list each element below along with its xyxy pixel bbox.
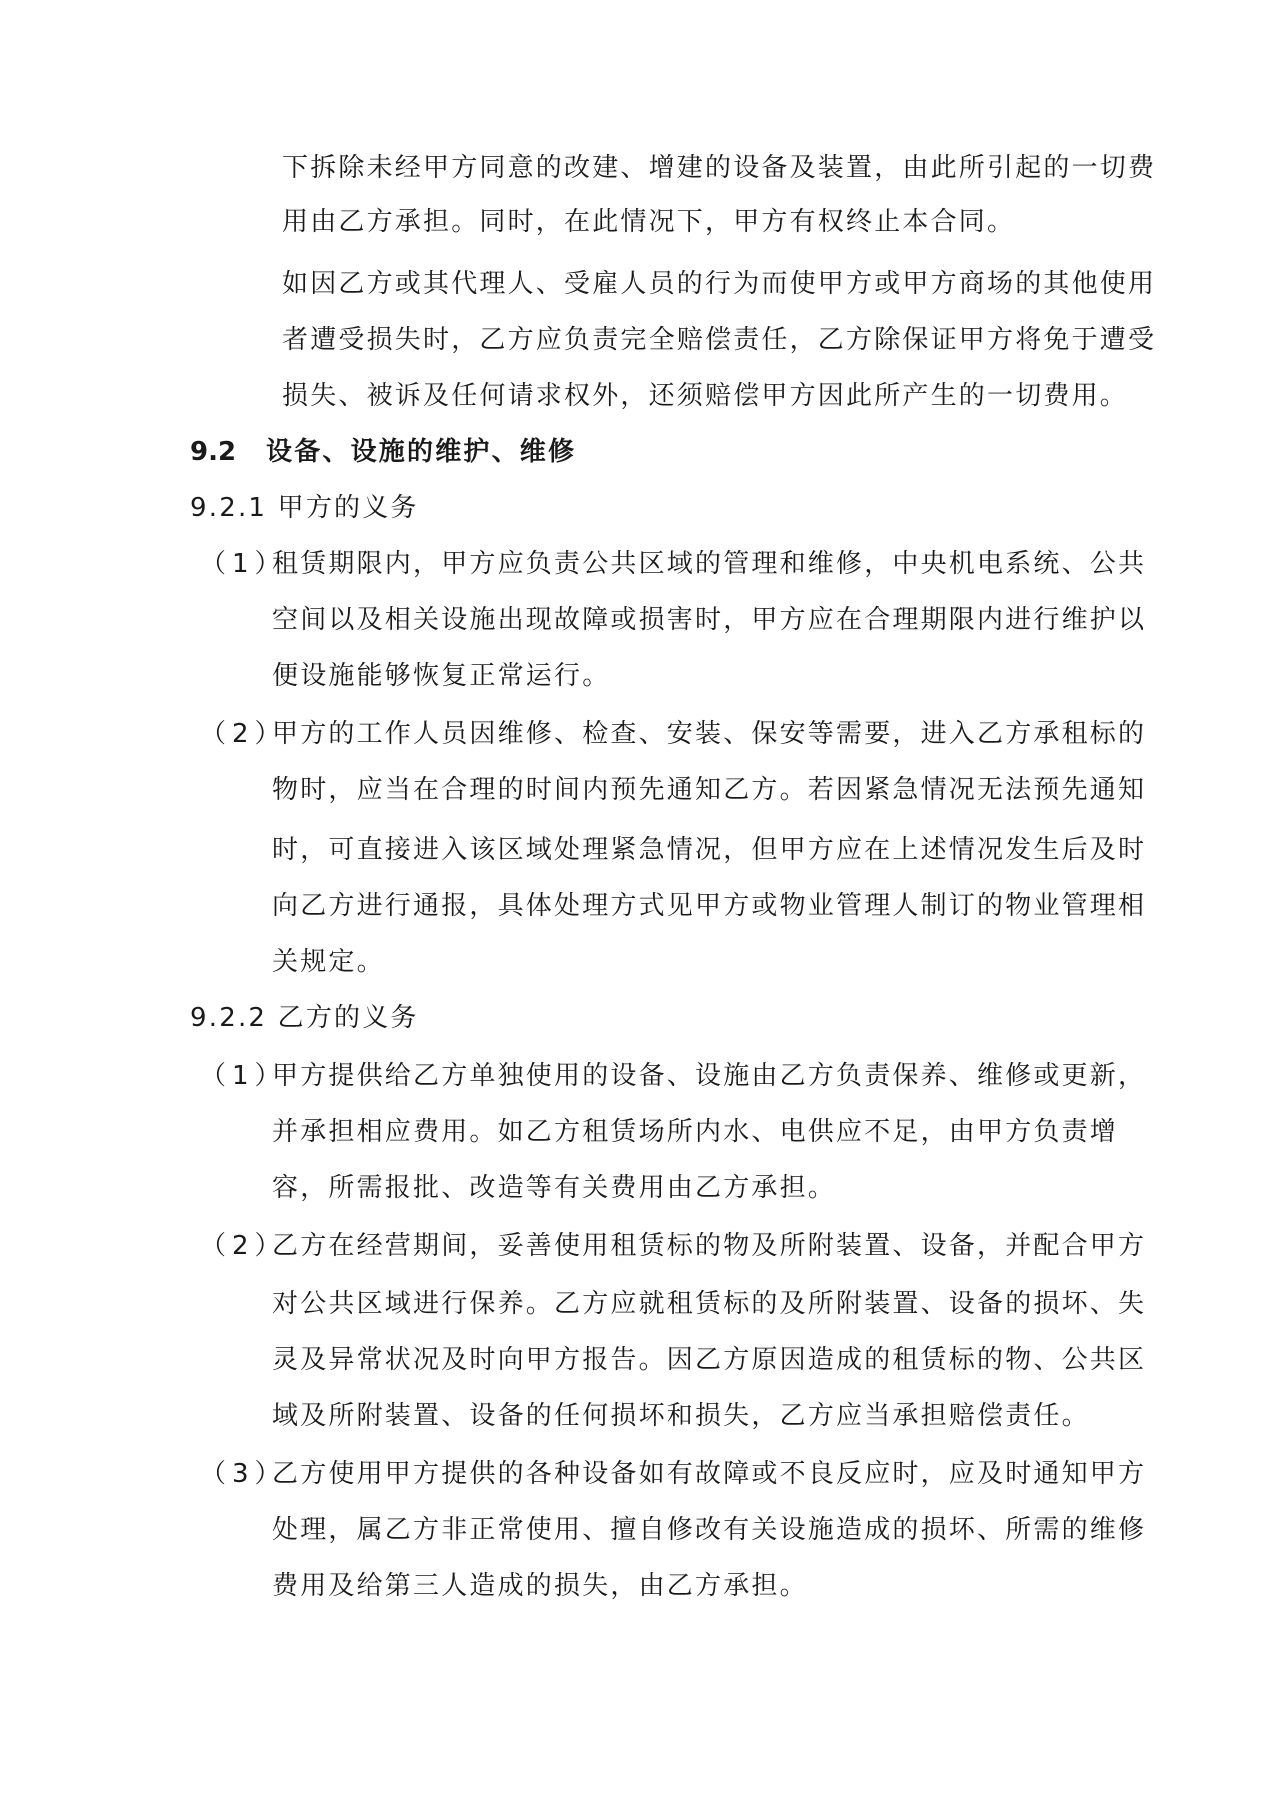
item-line: 域及所附装置、设备的任何损坏和损失，乙方应当承担赔偿责任。 xyxy=(272,1401,1090,1431)
item-line: 乙方在经营期间，妥善使用租赁标的物及所附装置、设备，并配合甲方 xyxy=(272,1231,1147,1261)
item-marker: （2） xyxy=(200,1231,287,1261)
item-line: 物时，应当在合理的时间内预先通知乙方。若因紧急情况无法预先通知 xyxy=(272,775,1147,805)
item-marker: （1） xyxy=(200,549,287,579)
item-marker: （3） xyxy=(200,1459,287,1489)
item-marker: （1） xyxy=(200,1061,287,1091)
item-line: 容，所需报批、改造等有关费用由乙方承担。 xyxy=(272,1173,837,1203)
item-line: 费用及给第三人造成的损失，由乙方承担。 xyxy=(272,1571,808,1601)
item-line: 乙方使用甲方提供的各种设备如有故障或不良反应时，应及时通知甲方 xyxy=(272,1459,1147,1489)
section-title-9-2: 设备、设施的维护、维修 xyxy=(266,437,577,467)
item-line: 并承担相应费用。如乙方租赁场所内水、电供应不足，由甲方负责增 xyxy=(272,1117,1119,1147)
intro-line-2: 用由乙方承担。同时，在此情况下，甲方有权终止本合同。 xyxy=(282,207,1016,237)
item-line: 空间以及相关设施出现故障或损害时，甲方应在合理期限内进行维护以 xyxy=(272,605,1147,635)
section-number-9-2: 9.2 xyxy=(190,437,237,467)
item-line: 关规定。 xyxy=(272,947,385,977)
item-marker: （2） xyxy=(200,719,287,749)
section-heading-9-2-1: 9.2.1 甲方的义务 xyxy=(190,493,419,523)
section-heading-9-2-2: 9.2.2 乙方的义务 xyxy=(190,1003,419,1033)
item-line: 时，可直接进入该区域处理紧急情况，但甲方应在上述情况发生后及时 xyxy=(272,835,1147,865)
item-line: 处理，属乙方非正常使用、擅自修改有关设施造成的损坏、所需的维修 xyxy=(272,1515,1147,1545)
intro-line-3: 如因乙方或其代理人、受雇人员的行为而使甲方或甲方商场的其他使用 xyxy=(282,269,1157,299)
intro-line-5: 损失、被诉及任何请求权外，还须赔偿甲方因此所产生的一切费用。 xyxy=(282,381,1129,411)
item-line: 对公共区域进行保养。乙方应就租赁标的及所附装置、设备的损坏、失 xyxy=(272,1289,1147,1319)
item-line: 租赁期限内，甲方应负责公共区域的管理和维修，中央机电系统、公共 xyxy=(272,549,1147,579)
item-line: 灵及异常状况及时向甲方报告。因乙方原因造成的租赁标的物、公共区 xyxy=(272,1345,1147,1375)
intro-line-1: 下拆除未经甲方同意的改建、增建的设备及装置，由此所引起的一切费 xyxy=(282,153,1157,183)
item-line: 便设施能够恢复正常运行。 xyxy=(272,661,611,691)
item-line: 甲方提供给乙方单独使用的设备、设施由乙方负责保养、维修或更新， xyxy=(272,1061,1147,1091)
item-line: 向乙方进行通报，具体处理方式见甲方或物业管理人制订的物业管理相 xyxy=(272,891,1147,921)
item-line: 甲方的工作人员因维修、检查、安装、保安等需要，进入乙方承租标的 xyxy=(272,719,1147,749)
intro-line-4: 者遭受损失时，乙方应负责完全赔偿责任，乙方除保证甲方将免于遭受 xyxy=(282,325,1157,355)
